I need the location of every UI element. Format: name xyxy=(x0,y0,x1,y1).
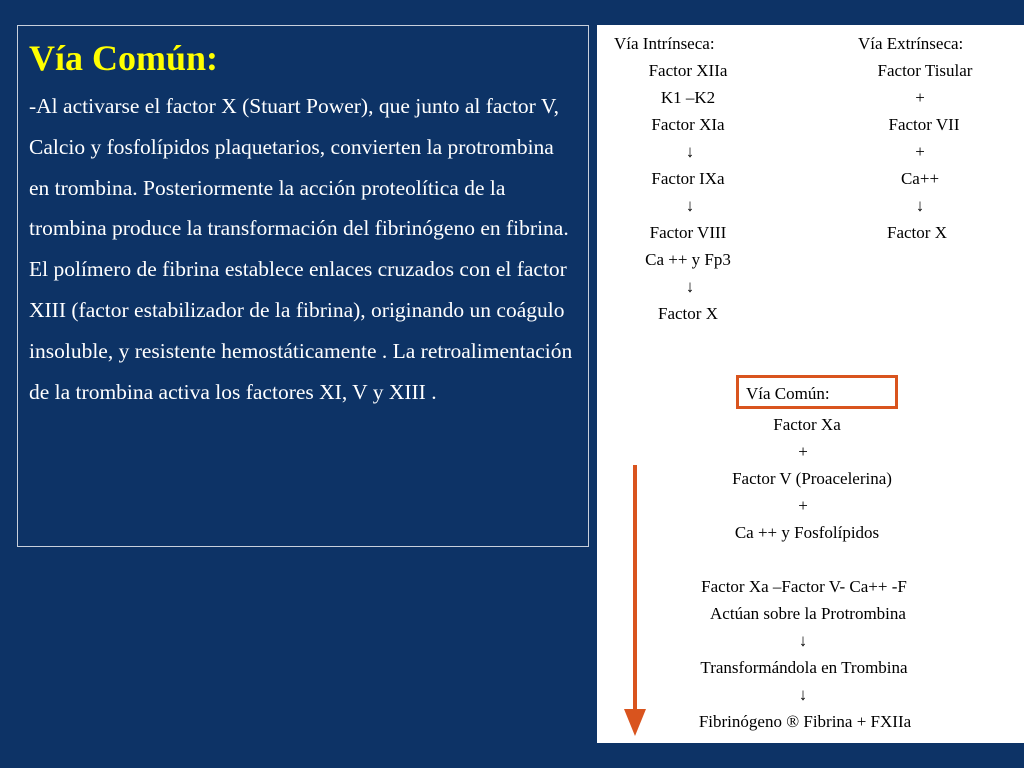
down-arrow-icon: ↓ xyxy=(685,277,695,296)
extrinsic-step: Factor Tisular xyxy=(877,61,973,80)
plus-sign: + xyxy=(798,442,808,461)
extrinsic-header: Vía Extrínseca: xyxy=(858,34,964,53)
down-arrow-icon: ↓ xyxy=(915,196,925,215)
common-step: Transformándola en Trombina xyxy=(700,658,908,677)
intrinsic-step: Factor VIII xyxy=(649,223,727,242)
down-arrow-icon: ↓ xyxy=(798,631,808,650)
text-box xyxy=(17,25,589,547)
intrinsic-step: Factor XIIa xyxy=(648,61,728,80)
common-step: Fibrinógeno ® Fibrina + FXIIa xyxy=(698,712,912,731)
slide-title: Vía Común: xyxy=(29,38,219,78)
plus-sign: + xyxy=(915,88,925,107)
intrinsic-header: Vía Intrínseca: xyxy=(614,34,715,53)
plus-sign: + xyxy=(798,496,808,515)
extrinsic-step: Ca++ xyxy=(900,169,940,188)
common-step: Ca ++ y Fosfolípidos xyxy=(734,523,880,542)
intrinsic-step: Ca ++ y Fp3 xyxy=(645,250,731,269)
common-step: Factor V (Proacelerina) xyxy=(732,469,892,488)
common-step: Factor Xa –Factor V- Ca++ -F xyxy=(701,577,907,596)
intrinsic-step: K1 –K2 xyxy=(660,88,716,107)
plus-sign: + xyxy=(915,142,925,161)
extrinsic-step: Factor VII xyxy=(888,115,960,134)
down-arrow-icon: ↓ xyxy=(685,142,695,161)
intrinsic-step: Factor IXa xyxy=(651,169,725,188)
down-arrow-icon: ↓ xyxy=(685,196,695,215)
down-arrow-icon: ↓ xyxy=(798,685,808,704)
long-down-arrow-icon xyxy=(623,465,647,737)
slide-body-text: -Al activarse el factor X (Stuart Power), que junto al factor V, Calcio y fosfolípidos plaquetarios, convierten la protrombina en trombina. Posteriormente la acción proteolítica de la trombina produce la transformación del fibrinógeno en fibrina. El polímero de fibrina establece enlaces cruzados con el factor XIII (factor estabilizador de la fibrina), originando un coágulo insoluble, y resistente hemostáticamente . La retroalimentación de la trombina activa los factores XI, V y XIII . xyxy=(29,94,573,404)
common-header: Vía Común: xyxy=(746,384,830,403)
common-step: Actúan sobre la Protrombina xyxy=(710,604,906,623)
intrinsic-step: Factor X xyxy=(658,304,718,323)
intrinsic-step: Factor XIa xyxy=(651,115,725,134)
common-step: Factor Xa xyxy=(773,415,841,434)
extrinsic-step: Factor X xyxy=(887,223,947,242)
